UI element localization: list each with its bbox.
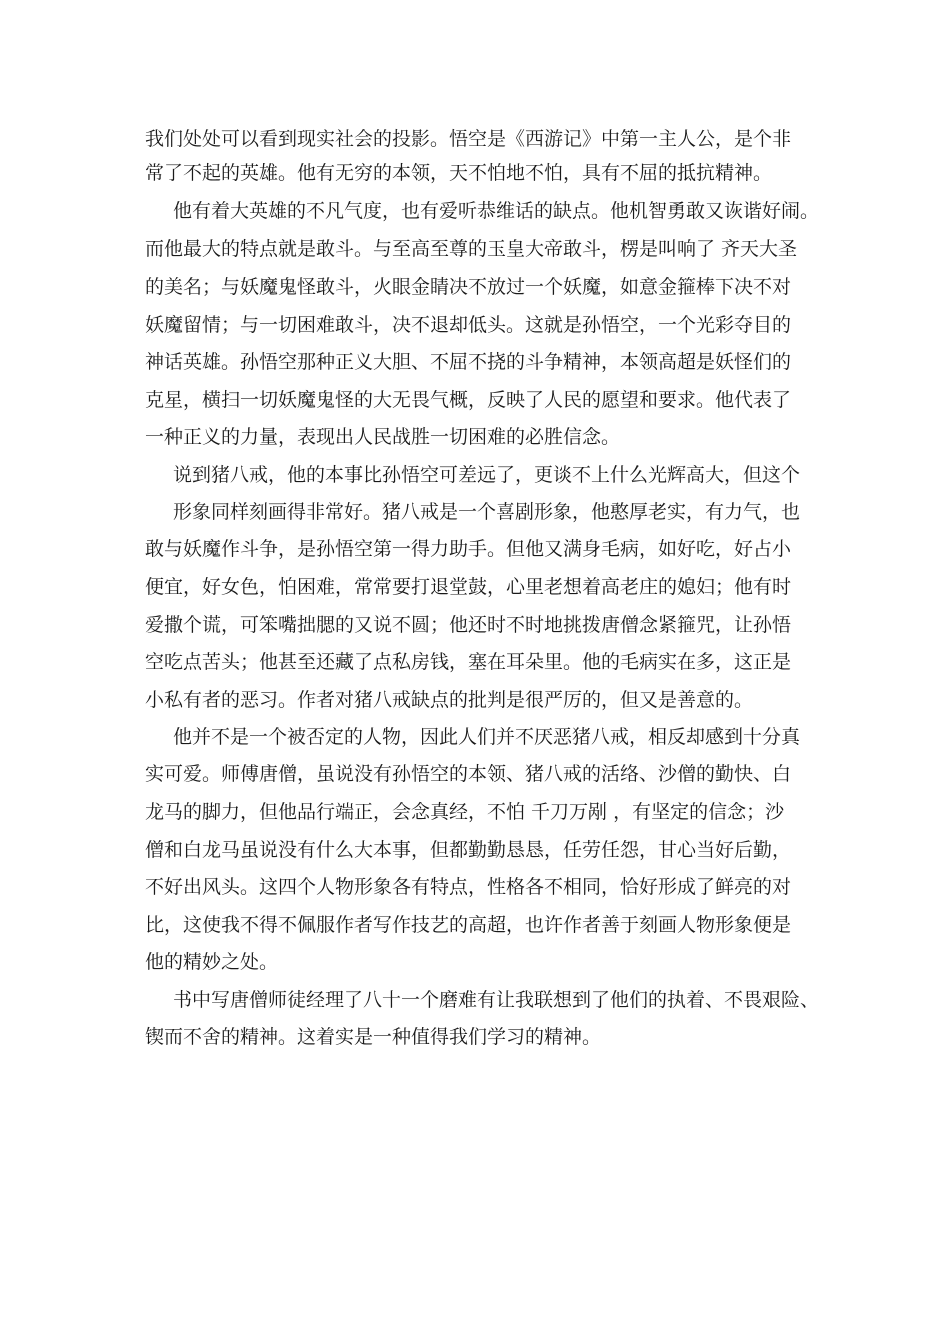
text-line: 而他最大的特点就是敢斗。与至高至尊的玉皇大帝敢斗，楞是叫响了 齐天大圣: [145, 238, 798, 260]
text-line: 说到猪八戒，他的本事比孙悟空可差远了，更谈不上什么光辉高大，但这个: [173, 464, 801, 486]
text-line: 小私有者的恶习。作者对猪八戒缺点的批判是很严厉的，但又是善意的。: [145, 689, 754, 711]
text-line: 妖魔留情；与一切困难敢斗，决不退却低头。这就是孙悟空，一个光彩夺目的: [145, 314, 792, 336]
text-line: 一种正义的力量，表现出人民战胜一切困难的必胜信念。: [145, 426, 621, 448]
text-line: 实可爱。师傅唐僧，虽说没有孙悟空的本领、猪八戒的活络、沙僧的勤快、白: [145, 763, 792, 785]
text-line: 常了不起的英雄。他有无穷的本领，天不怕地不怕，具有不屈的抵抗精神。: [145, 162, 773, 184]
text-line: 他的精妙之处。: [145, 951, 279, 973]
text-line: 不好出风头。这四个人物形象各有特点，性格各不相同，恰好形成了鲜亮的对: [145, 876, 792, 898]
text-line: 便宜，好女色，怕困难，常常要打退堂鼓，心里老想着高老庄的媳妇；他有时: [145, 576, 792, 598]
text-line: 空吃点苦头；他甚至还藏了点私房钱，塞在耳朵里。他的毛病实在多，这正是: [145, 651, 792, 673]
text-line: 爱撒个谎，可笨嘴拙腮的又说不圆；他还时不时地挑拨唐僧念紧箍咒，让孙悟: [145, 614, 792, 636]
text-line: 的美名；与妖魔鬼怪敢斗，火眼金睛决不放过一个妖魔，如意金箍棒下决不对: [145, 276, 792, 298]
text-line: 比，这使我不得不佩服作者写作技艺的高超，也许作者善于刻画人物形象便是: [145, 914, 792, 936]
text-line: 形象同样刻画得非常好。猪八戒是一个喜剧形象，他憨厚老实，有力气，也: [173, 501, 801, 523]
text-line: 书中写唐僧师徒经理了八十一个磨难有让我联想到了他们的执着、不畏艰险、: [173, 989, 820, 1011]
text-line: 我们处处可以看到现实社会的投影。悟空是《西游记》中第一主人公，是个非: [145, 128, 792, 150]
text-line: 神话英雄。孙悟空那种正义大胆、不屈不挠的斗争精神，本领高超是妖怪们的: [145, 351, 792, 373]
text-line: 他有着大英雄的不凡气度，也有爱听恭维话的缺点。他机智勇敢又诙谐好闹。: [173, 200, 820, 222]
text-line: 僧和白龙马虽说没有什么大本事，但都勤勤恳恳，任劳任怨，甘心当好后勤，: [145, 839, 792, 861]
text-line: 龙马的脚力，但他品行端正，会念真经，不怕 千刀万剐 ，有坚定的信念；沙: [145, 801, 785, 823]
text-line: 他并不是一个被否定的人物，因此人们并不厌恶猪八戒，相反却感到十分真: [173, 726, 801, 748]
text-line: 克星，横扫一切妖魔鬼怪的大无畏气概，反映了人民的愿望和要求。他代表了: [145, 389, 792, 411]
text-line: 敢与妖魔作斗争，是孙悟空第一得力助手。但他又满身毛病，如好吃，好占小: [145, 538, 792, 560]
text-line: 锲而不舍的精神。这着实是一种值得我们学习的精神。: [145, 1026, 602, 1048]
